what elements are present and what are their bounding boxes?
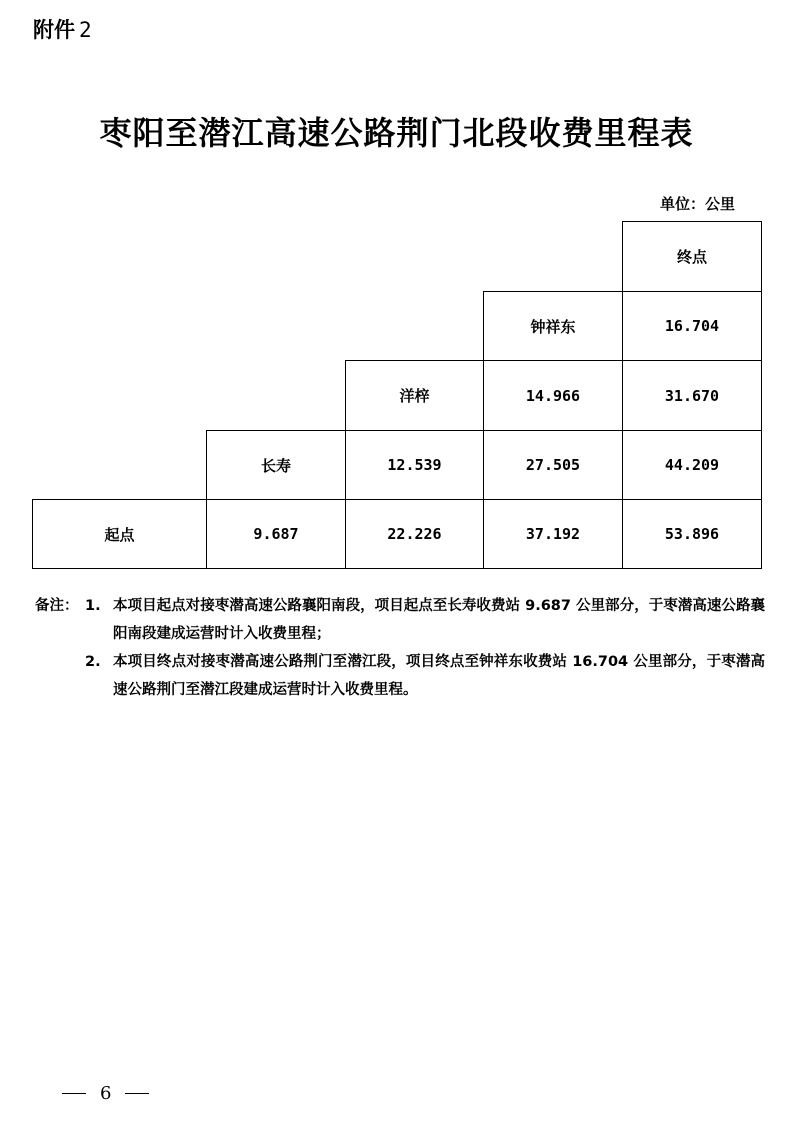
page-number xyxy=(62,1083,149,1104)
note-text: 本项目起点对接枣潜高速公路襄阳南段，项目起点至长寿收费站 9.687 公里部分，于枣潜高速公路襄阳南段建成运营时计入收费里程； xyxy=(113,598,765,642)
note-item xyxy=(35,592,765,648)
distance-cell: 14.966 xyxy=(483,360,623,431)
station-changshou-header: 长寿 xyxy=(206,430,346,500)
attachment-label xyxy=(33,14,92,44)
note-index: 2. xyxy=(85,654,101,670)
distance-cell: 9.687 xyxy=(206,499,346,569)
distance-cell: 53.896 xyxy=(622,499,762,569)
station-yangzi-header: 洋梓 xyxy=(345,360,484,431)
attachment-number: 2 xyxy=(79,18,92,42)
note-index: 1. xyxy=(85,598,101,614)
notes-prefix: 备注： xyxy=(35,598,79,614)
station-start-header: 起点 xyxy=(32,499,207,569)
page-number-text: 6 xyxy=(100,1083,112,1104)
note-text: 本项目终点对接枣潜高速公路荆门至潜江段，项目终点至钟祥东收费站 16.704 公里部分，于枣潜高速公路荆门至潜江段建成运营时计入收费里程。 xyxy=(113,654,765,698)
distance-cell: 16.704 xyxy=(622,291,762,361)
dash-left xyxy=(62,1093,86,1094)
station-zhongxiangdong-header: 钟祥东 xyxy=(483,291,623,361)
attachment-text: 附件 xyxy=(33,18,75,42)
note-item xyxy=(35,648,765,704)
distance-cell: 27.505 xyxy=(483,430,623,500)
distance-cell: 22.226 xyxy=(345,499,484,569)
distance-cell: 12.539 xyxy=(345,430,484,500)
unit-label: 单位：公里 xyxy=(659,195,735,213)
page-title: 枣阳至潜江高速公路荆门北段收费里程表 xyxy=(99,114,694,152)
distance-cell: 37.192 xyxy=(483,499,623,569)
distance-cell: 31.670 xyxy=(622,360,762,431)
notes-section xyxy=(35,592,765,704)
dash-right xyxy=(125,1093,149,1094)
distance-cell: 44.209 xyxy=(622,430,762,500)
station-end-header: 终点 xyxy=(622,221,762,292)
